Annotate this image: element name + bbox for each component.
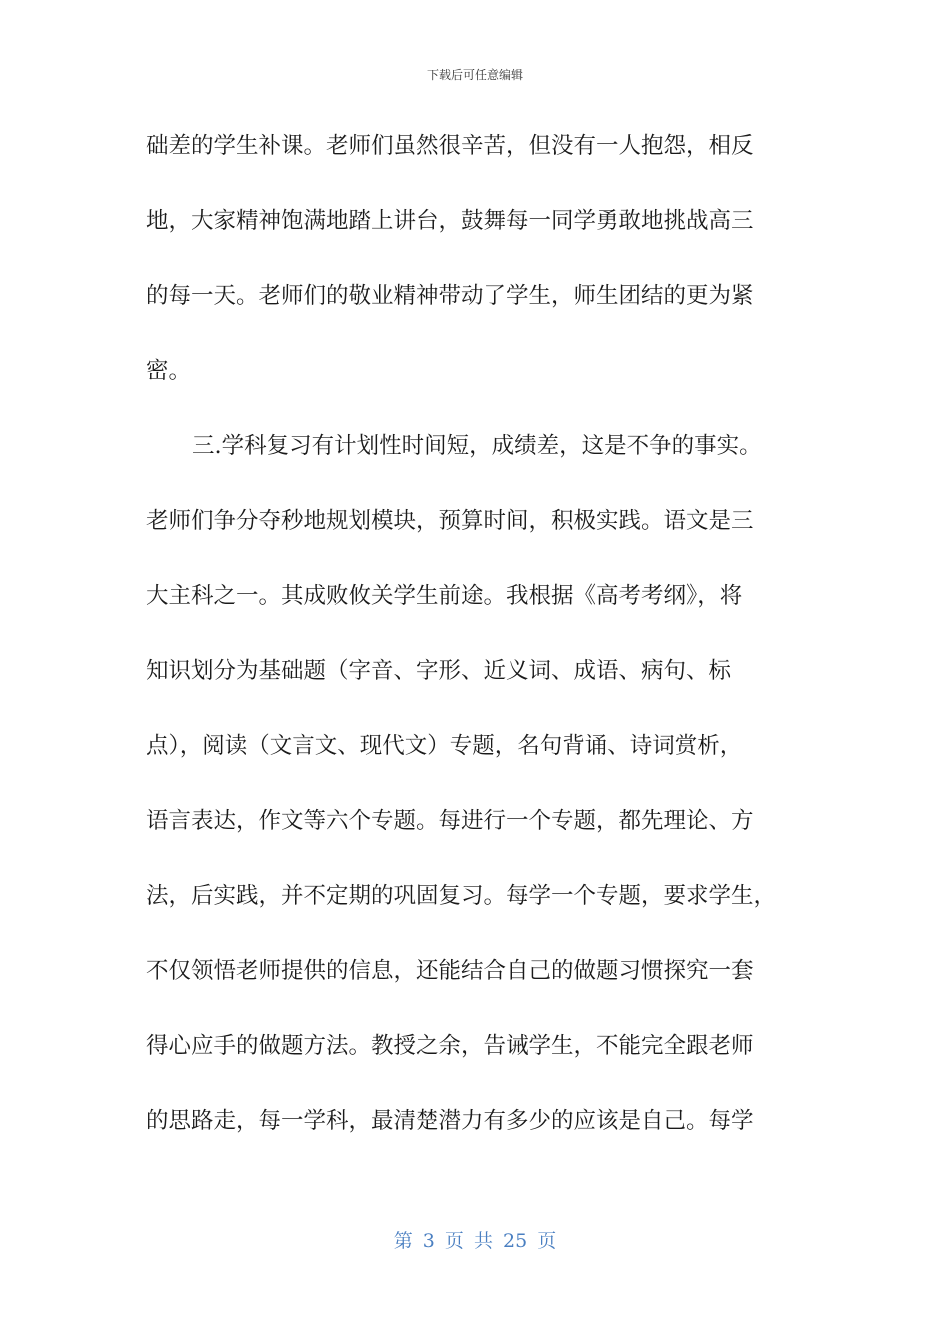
text-line: 得心应手的做题方法。教授之余，告诫学生，不能完全跟老师 <box>146 1033 754 1059</box>
text-line: 地，大家精神饱满地踏上讲台，鼓舞每一同学勇敢地挑战高三 <box>146 208 754 234</box>
text-line: 的思路走，每一学科，最清楚潜力有多少的应该是自己。每学 <box>146 1108 754 1134</box>
text-line: 密。 <box>146 358 192 384</box>
page-number-footer: 第 3 页 共 25 页 <box>393 1230 557 1252</box>
text-line: 不仅领悟老师提供的信息，还能结合自己的做题习惯探究一套 <box>146 958 754 984</box>
text-line: 语言表达，作文等六个专题。每进行一个专题，都先理论、方 <box>146 808 754 834</box>
section-heading-line: 三.学科复习有计划性时间短，成绩差，这是不争的事实。 <box>192 433 762 459</box>
text-line: 础差的学生补课。老师们虽然很辛苦，但没有一人抱怨，相反 <box>146 133 754 159</box>
text-line: 知识划分为基础题（字音、字形、近义词、成语、病句、标 <box>146 658 732 684</box>
text-line: 大主科之一。其成败攸关学生前途。我根据《高考考纲》，将 <box>146 583 743 609</box>
text-line: 法，后实践，并不定期的巩固复习。每学一个专题，要求学生， <box>146 883 777 909</box>
text-line: 的每一天。老师们的敬业精神带动了学生，师生团结的更为紧 <box>146 283 754 309</box>
page-header: 下载后可任意编辑 <box>426 68 523 82</box>
text-line: 点），阅读（文言文、现代文）专题，名句背诵、诗词赏析， <box>146 733 743 759</box>
body-text <box>146 124 806 1174</box>
text-line: 老师们争分夺秒地规划模块，预算时间，积极实践。语文是三 <box>146 508 754 534</box>
